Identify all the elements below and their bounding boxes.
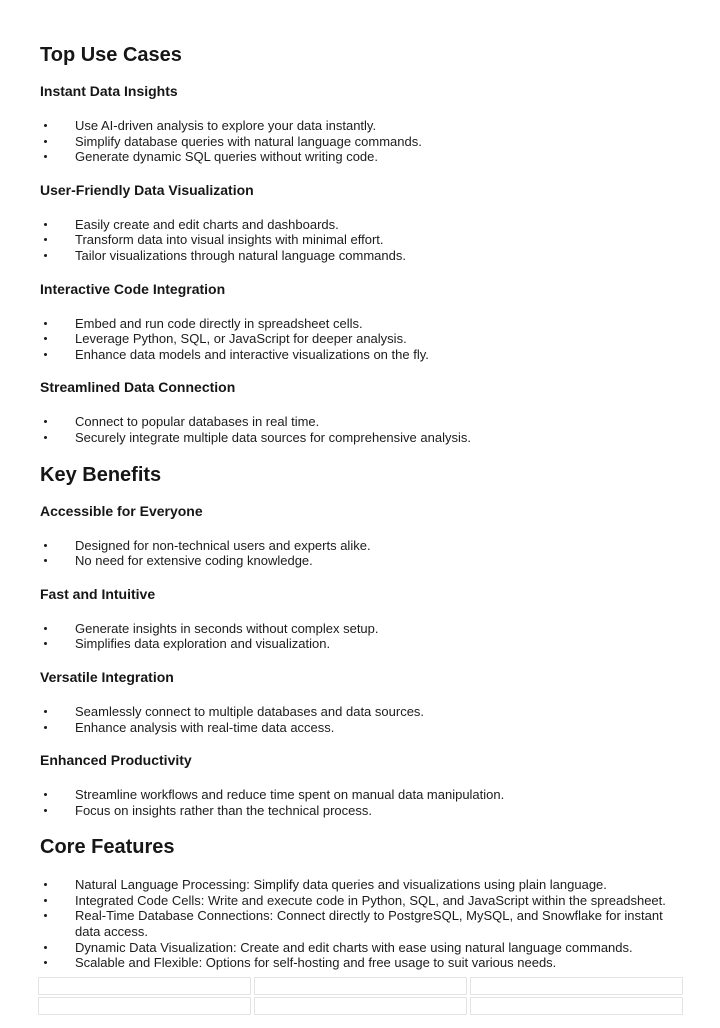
table-cell[interactable] [470, 977, 683, 995]
bullet-item: Real-Time Database Connections: Connect directly to PostgreSQL, MySQL, and Snowflake for instant data access. [40, 908, 683, 939]
bullet-item: Integrated Code Cells: Write and execute code in Python, SQL, and JavaScript within the spreadsheet. [40, 893, 683, 909]
subsection-heading-accessible-for-everyone: Accessible for Everyone [40, 502, 203, 519]
bullet-list [40, 217, 683, 264]
bullet-item: Connect to popular databases in real time. [40, 414, 683, 430]
section-title-top-use-cases: Top Use Cases [40, 44, 182, 66]
bullet-item: Enhance data models and interactive visualizations on the fly. [40, 347, 683, 363]
bullet-item: Simplifies data exploration and visualization. [40, 636, 683, 652]
bullet-item: Generate dynamic SQL queries without writing code. [40, 149, 683, 165]
bullet-item: Simplify database queries with natural language commands. [40, 134, 683, 150]
bullet-list [40, 316, 683, 363]
bullet-list [40, 704, 683, 735]
bullet-item: Easily create and edit charts and dashboards. [40, 217, 683, 233]
bullet-item: Tailor visualizations through natural language commands. [40, 248, 683, 264]
bullet-item: Seamlessly connect to multiple databases and data sources. [40, 704, 683, 720]
subsection-heading-enhanced-productivity: Enhanced Productivity [40, 752, 192, 769]
bullet-item: Scalable and Flexible: Options for self-hosting and free usage to suit various needs. [40, 955, 683, 971]
bullet-list [40, 621, 683, 652]
bullet-item: No need for extensive coding knowledge. [40, 553, 683, 569]
bullet-item: Embed and run code directly in spreadsheet cells. [40, 316, 683, 332]
bullet-list [40, 787, 683, 818]
section-title-core-features: Core Features [40, 836, 175, 859]
bullet-item: Dynamic Data Visualization: Create and edit charts with ease using natural language commands. [40, 940, 683, 956]
bullet-item: Transform data into visual insights with minimal effort. [40, 232, 683, 248]
table-cell[interactable] [254, 997, 467, 1015]
subsection-heading-instant-data-insights: Instant Data Insights [40, 83, 178, 99]
bullet-list [40, 118, 683, 165]
bullet-item: Securely integrate multiple data sources for comprehensive analysis. [40, 430, 683, 446]
bullet-item: Focus on insights rather than the technical process. [40, 803, 683, 819]
table-cell[interactable] [470, 997, 683, 1015]
bottom-table [38, 977, 683, 1015]
subsection-heading-interactive-code-integration: Interactive Code Integration [40, 280, 226, 297]
table-cell[interactable] [38, 997, 251, 1015]
bullet-item: Designed for non-technical users and experts alike. [40, 538, 683, 554]
bullet-item: Streamline workflows and reduce time spent on manual data manipulation. [40, 787, 683, 803]
table-cell[interactable] [38, 977, 251, 995]
bullet-item: Use AI-driven analysis to explore your data instantly. [40, 118, 683, 134]
bullet-list [40, 414, 683, 445]
bullet-item: Generate insights in seconds without complex setup. [40, 621, 683, 637]
subsection-heading-streamlined-data-connection: Streamlined Data Connection [40, 379, 236, 396]
section-title-key-benefits: Key Benefits [40, 463, 162, 486]
table-row [38, 997, 683, 1015]
subsection-heading-versatile-integration: Versatile Integration [40, 668, 174, 685]
bullet-item: Leverage Python, SQL, or JavaScript for deeper analysis. [40, 331, 683, 347]
bullet-list [40, 877, 683, 971]
subsection-heading-user-friendly-data-visualization: User-Friendly Data Visualization [40, 181, 254, 198]
subsection-heading-fast-and-intuitive: Fast and Intuitive [40, 585, 156, 602]
table-cell[interactable] [254, 977, 467, 995]
bullet-item: Natural Language Processing: Simplify data queries and visualizations using plain language. [40, 877, 683, 893]
bullet-list [40, 538, 683, 569]
table-row [38, 977, 683, 995]
bullet-item: Enhance analysis with real-time data access. [40, 720, 683, 736]
